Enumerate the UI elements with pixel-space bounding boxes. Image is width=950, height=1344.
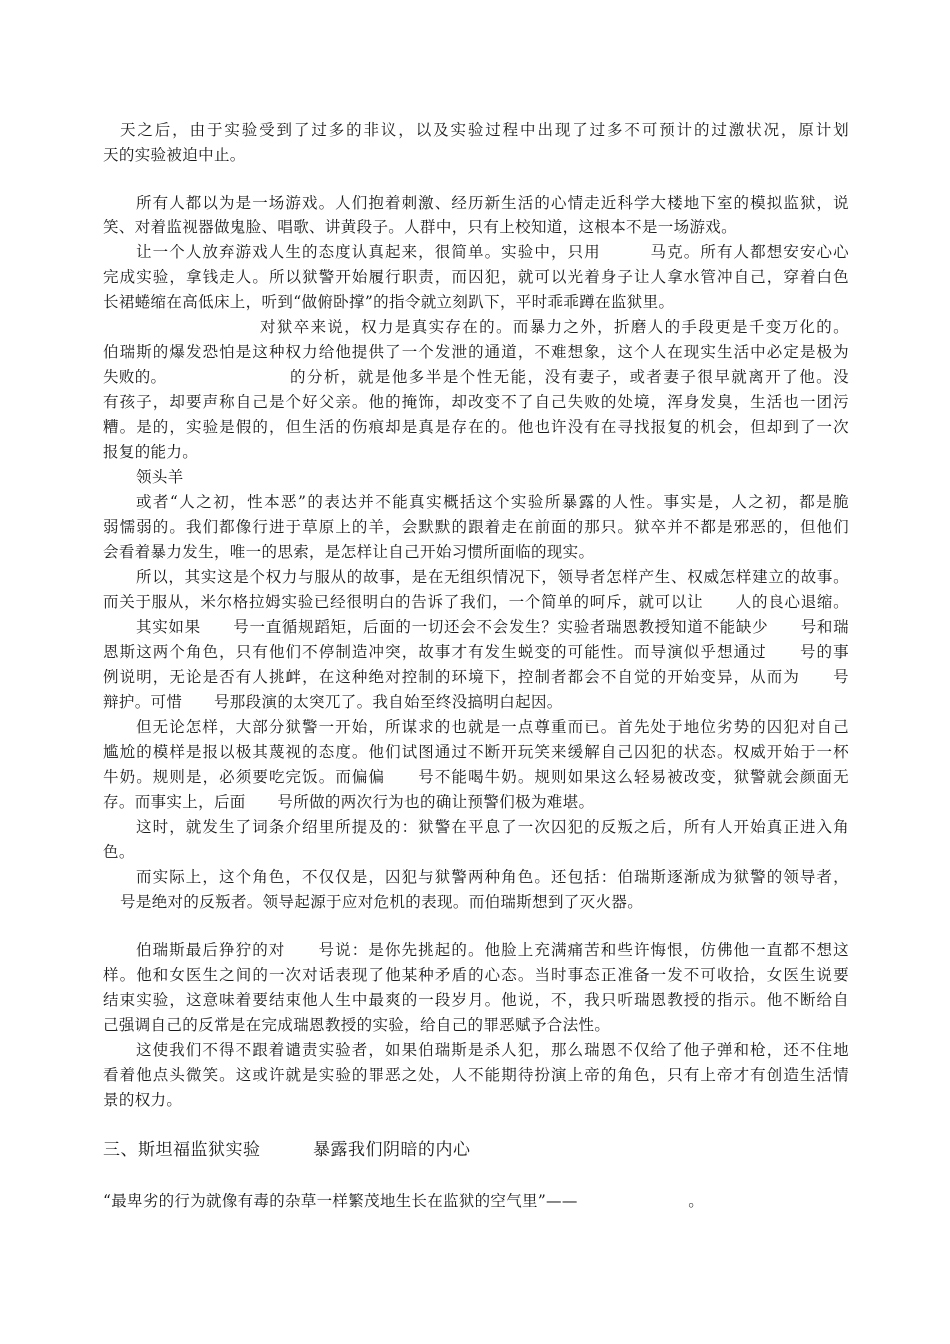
text-line: 这时，就发生了词条介绍里所提及的：狱警在平息了一次囚犯的反叛之后，所有人开始真正进入角 [136,818,849,836]
text-line: 对狱卒来说，权力是真实存在的。而暴力之外，折磨人的手段更是千变万化的。 [260,318,849,336]
text-line: 糟。是的，实验是假的，但生活的伤痕却是真是存在的。他也许没有在寻找报复的机会，但却到了一次 [103,418,849,436]
subheading: 领头羊 [136,468,184,486]
text-line: 己强调自己的反常是在完成瑞恩教授的实验，给自己的罪恶赋予合法性。 [103,1016,611,1034]
text-line: 恩斯这两个角色，只有他们不停制造冲突，故事才有发生蜕变的可能性。而导演似乎想通过 号的事 [103,643,849,661]
text-line: 让一个人放弃游戏人生的态度认真起来，很简单。实验中，只用 马克。所有人都想安安心心 [136,243,849,261]
text-line: 号是绝对的反叛者。领导起源于应对危机的表现。而伯瑞斯想到了灭火器。 [120,893,644,911]
text-line: 长裙蜷缩在高低床上，听到“做俯卧撑”的指令就立刻趴下，平时乖乖蹲在监狱里。 [103,293,675,311]
text-line: 所有人都以为是一场游戏。人们抱着刺激、经历新生活的心情走近科学大楼地下室的模拟监狱，说 [136,194,849,212]
text-line: 色。 [103,843,135,861]
text-line: 的分析，就是他多半是个性无能，没有妻子，或者妻子很早就离开了他。没 [290,368,849,386]
text-line: 报复的能力。 [103,443,199,461]
text-line: 而关于服从，米尔格拉姆实验已经很明白的告诉了我们，一个简单的呵斥，就可以让 人的良心退缩。 [103,593,849,611]
text-line: 有孩子，却要声称自己是个好父亲。他的掩饰，却改变不了自己失败的处境，浑身发臭，生活也一团污 [103,393,849,411]
text-line: 伯瑞斯最后狰狞的对 号说：是你先挑起的。他脸上充满痛苦和些许悔恨，仿佛他一直都不想这 [136,941,849,959]
text-line: 其实如果 号一直循规蹈矩，后面的一切还会不会发生？实验者瑞恩教授知道不能缺少 号和瑞 [136,618,849,636]
text-line: 天的实验被迫中止。 [103,146,246,164]
text-line: 伯瑞斯的爆发恐怕是这种权力给他提供了一个发泄的通道，不难想象，这个人在现实生活中必定是极为 [103,343,849,361]
text-line: 但无论怎样，大部分狱警一开始，所谋求的也就是一点尊重而已。首先处于地位劣势的囚犯对自己 [136,718,849,736]
text-line: 或者“人之初，性本恶”的表达并不能真实概括这个实验所暴露的人性。事实是，人之初，都是脆 [136,493,849,511]
text-line: 辩护。可惜 号那段演的太突兀了。我自始至终没搞明白起因。 [103,693,563,711]
section-heading: 三、斯坦福监狱实验 暴露我们阴暗的内心 [103,1140,471,1160]
text-line: 存。而事实上，后面 号所做的两次行为也的确让预警们极为难堪。 [103,793,595,811]
text-line: 例说明，无论是否有人挑衅，在这种绝对控制的环境下，控制者都会不自觉的开始变异，从而为 号 [103,668,849,686]
text-line: 结束实验，这意味着要结束他人生中最爽的一段岁月。他说，不，我只听瑞恩教授的指示。他不断给自 [103,991,849,1009]
quote-line: “最卑劣的行为就像有毒的杂草一样繁茂地生长在监狱的空气里”—— 。 [103,1192,705,1210]
text-line: 看着他点头微笑。这或许就是实验的罪恶之处，人不能期待扮演上帝的角色，只有上帝才有创造生活情 [103,1066,849,1084]
text-line: 景的权力。 [103,1091,183,1109]
text-line: 会看着暴力发生，唯一的思索，是怎样让自己开始习惯所面临的现实。 [103,543,595,561]
text-line: 弱懦弱的。我们都像行进于草原上的羊，会默默的跟着走在前面的那只。狱卒并不都是邪恶的，但他们 [103,518,849,536]
text-line: 天之后，由于实验受到了过多的非议，以及实验过程中出现了过多不可预计的过激状况，原计划 [120,121,849,139]
text-line: 尴尬的模样是报以极其蔑视的态度。他们试图通过不断开玩笑来缓解自己囚犯的状态。权威开始于一杯 [103,743,849,761]
text-line: 而实际上，这个角色，不仅仅是，囚犯与狱警两种角色。还包括：伯瑞斯逐渐成为狱警的领导者， [136,868,849,886]
text-line: 牛奶。规则是，必须要吃完饭。而偏偏 号不能喝牛奶。规则如果这么轻易被改变，狱警就会颜面无 [103,768,849,786]
text-line: 所以，其实这是个权力与服从的故事，是在无组织情况下，领导者怎样产生、权威怎样建立的故事。 [136,568,849,586]
text-line: 失败的。 [103,368,167,386]
text-line: 样。他和女医生之间的一次对话表现了他某种矛盾的心态。当时事态正准备一发不可收拾，女医生说要 [103,966,849,984]
text-line: 这使我们不得不跟着谴责实验者，如果伯瑞斯是杀人犯，那么瑞恩不仅给了他子弹和枪，还不住地 [136,1041,849,1059]
text-line: 完成实验，拿钱走人。所以狱警开始履行职责，而囚犯，就可以光着身子让人拿水管冲自己，穿着白色 [103,268,849,286]
text-line: 笑、对着监视器做鬼脸、唱歌、讲黄段子。人群中，只有上校知道，这根本不是一场游戏。 [103,218,738,236]
